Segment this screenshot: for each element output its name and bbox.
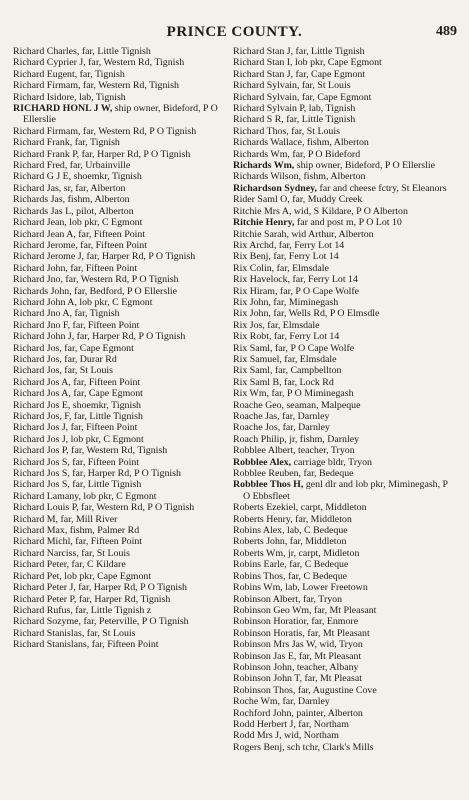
directory-entry: Richard Stanislas, far, St Louis xyxy=(13,627,136,639)
directory-entry: Richard Narciss, far, St Louis xyxy=(13,547,130,559)
directory-entry: Richard Frank, far, Tignish xyxy=(13,137,120,149)
directory-entry: Richards Wallace, fishm, Alberton xyxy=(233,137,369,149)
directory-entry: Richard Jerome, far, Fifteen Point xyxy=(13,239,147,251)
directory-entry: Richard Jos A, far, Cape Egmont xyxy=(13,388,143,400)
entry-name-bold: Robblee Alex, xyxy=(233,456,292,468)
right-column xyxy=(233,46,451,753)
directory-entry: Richard Firmam, far, Western Rd, Tignish xyxy=(13,80,179,92)
directory-entry: Richard Charles, far, Little Tignish xyxy=(13,46,151,57)
directory-entry: Rix John, far, Wells Rd, P O Elmsdle xyxy=(233,308,380,320)
directory-entry: Richard Jos S, far, Little Tignish xyxy=(13,479,142,491)
directory-entry: Richard Jos J, lob pkr, C Egmont xyxy=(13,433,144,445)
directory-entry: Roberts Henry, far, Middleton xyxy=(233,513,352,525)
directory-entry: Richards Jas L, pilot, Alberton xyxy=(13,205,134,217)
directory-entry: Rix Colin, far, Elmsdale xyxy=(233,262,329,274)
directory-entry: Richard Peter, far, C Kildare xyxy=(13,559,126,571)
directory-entry: Roache Jos, far, Darnley xyxy=(233,422,330,434)
directory-entry: Roberts Ezekiel, carpt, Middleton xyxy=(233,502,367,514)
directory-entry: Richard Stanislans, far, Fifteen Point xyxy=(13,639,159,651)
directory-entry: Ritchie Henry, far and post m, P O Lot 10 xyxy=(233,217,402,229)
directory-entry: Richard Jos S, far, Fifteen Point xyxy=(13,456,140,468)
directory-entry: Richard Jos, far, Durar Rd xyxy=(13,353,117,365)
directory-entry: Robinson Jas E, far, Mt Pleasant xyxy=(233,650,362,662)
directory-entry: Rix Hiram, far, P O Cape Wolfe xyxy=(233,285,360,297)
directory-entry: Rix Samuel, far, Elmsdale xyxy=(233,353,337,365)
directory-entry: Richard Jno, far, Western Rd, P O Tignish xyxy=(13,274,179,286)
directory-entry: Robinson Geo Wm, far, Mt Pleasant xyxy=(233,604,377,616)
directory-entry: Richard Sylvain, far, St Louis xyxy=(233,80,351,92)
directory-entry: Roache Geo, seaman, Malpeque xyxy=(233,399,361,411)
directory-entry: Richard Peter J, far, Harper Rd, P O Tignish xyxy=(13,582,187,594)
directory-entry: Robins Wm, lab, Lower Freetown xyxy=(233,582,368,594)
directory-entry: Robins Earle, far, C Bedeque xyxy=(233,559,349,571)
directory-entry: Richard Jean, lob pkr, C Egmont xyxy=(13,217,143,229)
directory-entry: Richard Thos, far, St Louis xyxy=(233,125,340,137)
directory-entry: Richard Jos, F, far, Little Tignish xyxy=(13,411,143,422)
directory-entry: Richard Peter P, far, Harper Rd, Tignish xyxy=(13,593,171,605)
directory-entry: Richardson Sydney, far and cheese fctry, St Eleanors xyxy=(233,182,447,194)
directory-entry: Rix Benj, far, Ferry Lot 14 xyxy=(233,251,339,263)
directory-entry: Richard Sylvain P, lab, Tignish xyxy=(233,103,356,115)
directory-entry: Richard Jos S, far, Harper Rd, P O Tignish xyxy=(13,468,181,480)
directory-entry: Roberts John, far, Middleton xyxy=(233,536,347,548)
directory-entry: Richard Rufus, far, Little Tignish z xyxy=(13,604,152,616)
page-title: PRINCE COUNTY. xyxy=(166,24,303,40)
directory-entry: Rix Saml, far, P O Cape Wolfe xyxy=(233,342,355,354)
entry-name-bold: Richards Wm, xyxy=(233,160,295,172)
entry-name-bold: RICHARD HONL J W, xyxy=(13,103,113,115)
directory-entry: Rix Saml B, far, Lock Rd xyxy=(233,376,334,388)
directory-entry: Roach Philip, jr, fishm, Darnley xyxy=(233,433,360,445)
directory-entry: Richard Jos P, far, Western Rd, Tignish xyxy=(13,445,168,457)
directory-entry: Roche Wm, far, Darnley xyxy=(233,696,330,708)
directory-entry: Richard G J E, shoemkr, Tignish xyxy=(13,171,142,183)
directory-entry: Richard Jos, far, St Louis xyxy=(13,365,113,377)
directory-entry: Rix Jos, far, Elmsdale xyxy=(233,319,320,331)
directory-entry: Rodd Herbert J, far, Northam xyxy=(233,718,349,730)
directory-entry: Richard Jos A, far, Fifteen Point xyxy=(13,376,141,388)
directory-entry: Rix Saml, far, Campbellton xyxy=(233,365,342,377)
directory-entry: Richards John, far, Bedford, P O Ellerslie xyxy=(13,285,178,297)
directory-entry: Rogers Benj, sch tchr, Clark's Mills xyxy=(233,741,374,753)
directory-entry: Rix Robt, far, Ferry Lot 14 xyxy=(233,331,340,343)
directory-entry: Robblee Albert, teacher, Tryon xyxy=(233,445,355,457)
directory-entry: Roberts Wm, jr, carpt, Midleton xyxy=(233,547,360,559)
directory-entry: Richard Stan J, far, Little Tignish xyxy=(233,46,365,57)
directory-entry: Robinson John T, far, Mt Pleasat xyxy=(233,673,362,685)
directory-entry: Robins Thos, far, C Bedeque xyxy=(233,570,348,582)
directory-entry: Robblee Thos H, genl dlr and lob pkr, Miminegash, P O Ebbsfleet xyxy=(233,479,448,502)
directory-entry: Richards Wm, ship owner, Bideford, P O Ellerslie xyxy=(233,160,436,172)
directory-entry: Richard Sylvain, far, Cape Egmont xyxy=(233,91,372,103)
directory-entry: Rix Archd, far, Ferry Lot 14 xyxy=(233,239,345,251)
directory-entry: Robinson Horatis, far, Mt Pleasant xyxy=(233,627,370,639)
directory-entry: Richard Sozyme, far, Peterville, P O Tignish xyxy=(13,616,189,628)
directory-entry: Roache Jas, far, Darnley xyxy=(233,411,330,422)
directory-entry: Richard Jos E, shoemkr, Tignish xyxy=(13,399,141,411)
directory-entry: Richard S R, far, Little Tignish xyxy=(233,114,356,126)
directory-entry: Richard Lamany, lob pkr, C Egmont xyxy=(13,490,157,502)
entry-name-bold: Robblee Thos H, xyxy=(233,479,304,491)
directory-entry: Rodd Mrs J, wid, Northam xyxy=(233,730,339,742)
directory-entry: Rochford John, painter, Alberton xyxy=(233,707,363,719)
directory-entry: Richard Eugent, far, Tignish xyxy=(13,68,125,80)
entry-name-bold: Richardson Sydney, xyxy=(233,182,317,194)
directory-entry: Richards Jas, fishm, Alberton xyxy=(13,194,130,206)
page-header xyxy=(0,24,469,44)
directory-columns xyxy=(13,46,459,794)
directory-entry: Rix Havelock, far, Ferry Lot 14 xyxy=(233,274,358,286)
directory-entry: Robinson Albert, far, Tryon xyxy=(233,593,343,605)
directory-entry: Richard Firmam, far, Western Rd, P O Tignish xyxy=(13,125,197,137)
directory-entry: Ritchie Mrs A, wid, S Kildare, P O Alberton xyxy=(233,205,408,217)
directory-entry: Richard Stan J, far, Cape Egmont xyxy=(233,68,366,80)
directory-entry: Richard Jno F, far, Fifteen Point xyxy=(13,319,140,331)
directory-entry: Robblee Reuben, far, Bedeque xyxy=(233,468,354,480)
directory-entry: Robinson John, teacher, Albany xyxy=(233,661,359,673)
directory-entry: Richard John A, lob pkr, C Egmont xyxy=(13,296,153,308)
directory-entry: Richard Cyprier J, far, Western Rd, Tignish xyxy=(13,57,185,69)
directory-entry: Rider Saml O, far, Muddy Creek xyxy=(233,194,363,206)
directory-entry: Richard Jos, far, Cape Egmont xyxy=(13,342,134,354)
directory-entry: Richard Michl, far, Fifteen Point xyxy=(13,536,143,548)
directory-entry: Richard Frank P, far, Harper Rd, P O Tignish xyxy=(13,148,191,160)
directory-entry: Richard Stan I, lob pkr, Cape Egmont xyxy=(233,57,382,69)
directory-entry: Rix Wm, far, P O Miminegash xyxy=(233,388,354,400)
directory-entry: Richard Jerome J, far, Harper Rd, P O Tignish xyxy=(13,251,196,263)
directory-entry: Richard Jean A, far, Fifteen Point xyxy=(13,228,146,240)
directory-entry: Richard Max, fishm, Palmer Rd xyxy=(13,525,140,537)
directory-entry: Richard Jos J, far, Fifteen Point xyxy=(13,422,138,434)
directory-entry: Richard Fred, far, Urbainville xyxy=(13,160,131,172)
directory-entry: Robinson Horatior, far, Enmore xyxy=(233,616,359,628)
directory-entry: Robinson Thos, far, Augustine Cove xyxy=(233,684,377,696)
directory-entry: RICHARD HONL J W, ship owner, Bideford, P O Ellerslie xyxy=(13,103,218,126)
directory-entry: Rix John, far, Miminegash xyxy=(233,296,339,308)
page-number: 489 xyxy=(436,24,457,39)
directory-entry: Richard Jno A, far, Tignish xyxy=(13,308,120,320)
directory-entry: Richard John J, far, Harper Rd, P O Tignish xyxy=(13,331,186,343)
directory-entry: Robins Alex, lab, C Bedeque xyxy=(233,525,348,537)
directory-entry: Richard Louis P, far, Western Rd, P O Tignish xyxy=(13,502,195,514)
directory-entry: Ritchie Sarah, wid Arthur, Alberton xyxy=(233,228,374,240)
directory-entry: Richard M, far, Mill River xyxy=(13,513,118,525)
entry-name-bold: Ritchie Henry, xyxy=(233,217,295,229)
directory-entry: Robblee Alex, carriage bldr, Tryon xyxy=(233,456,372,468)
directory-entry: Richard John, far, Fifteen Point xyxy=(13,262,138,274)
directory-entry: Richard Pet, lob pkr, Cape Egmont xyxy=(13,570,152,582)
directory-entry: Robinson Mrs Jas W, wid, Tryon xyxy=(233,639,363,651)
directory-entry: Richard Jas, sr, far, Alberton xyxy=(13,182,126,194)
directory-entry: Richard Isidore, lab, Tignish xyxy=(13,91,126,103)
left-column xyxy=(13,46,231,651)
directory-entry: Richards Wilson, fishm, Alberton xyxy=(233,171,366,183)
directory-entry: Richards Wm, far, P O Bideford xyxy=(233,148,361,160)
